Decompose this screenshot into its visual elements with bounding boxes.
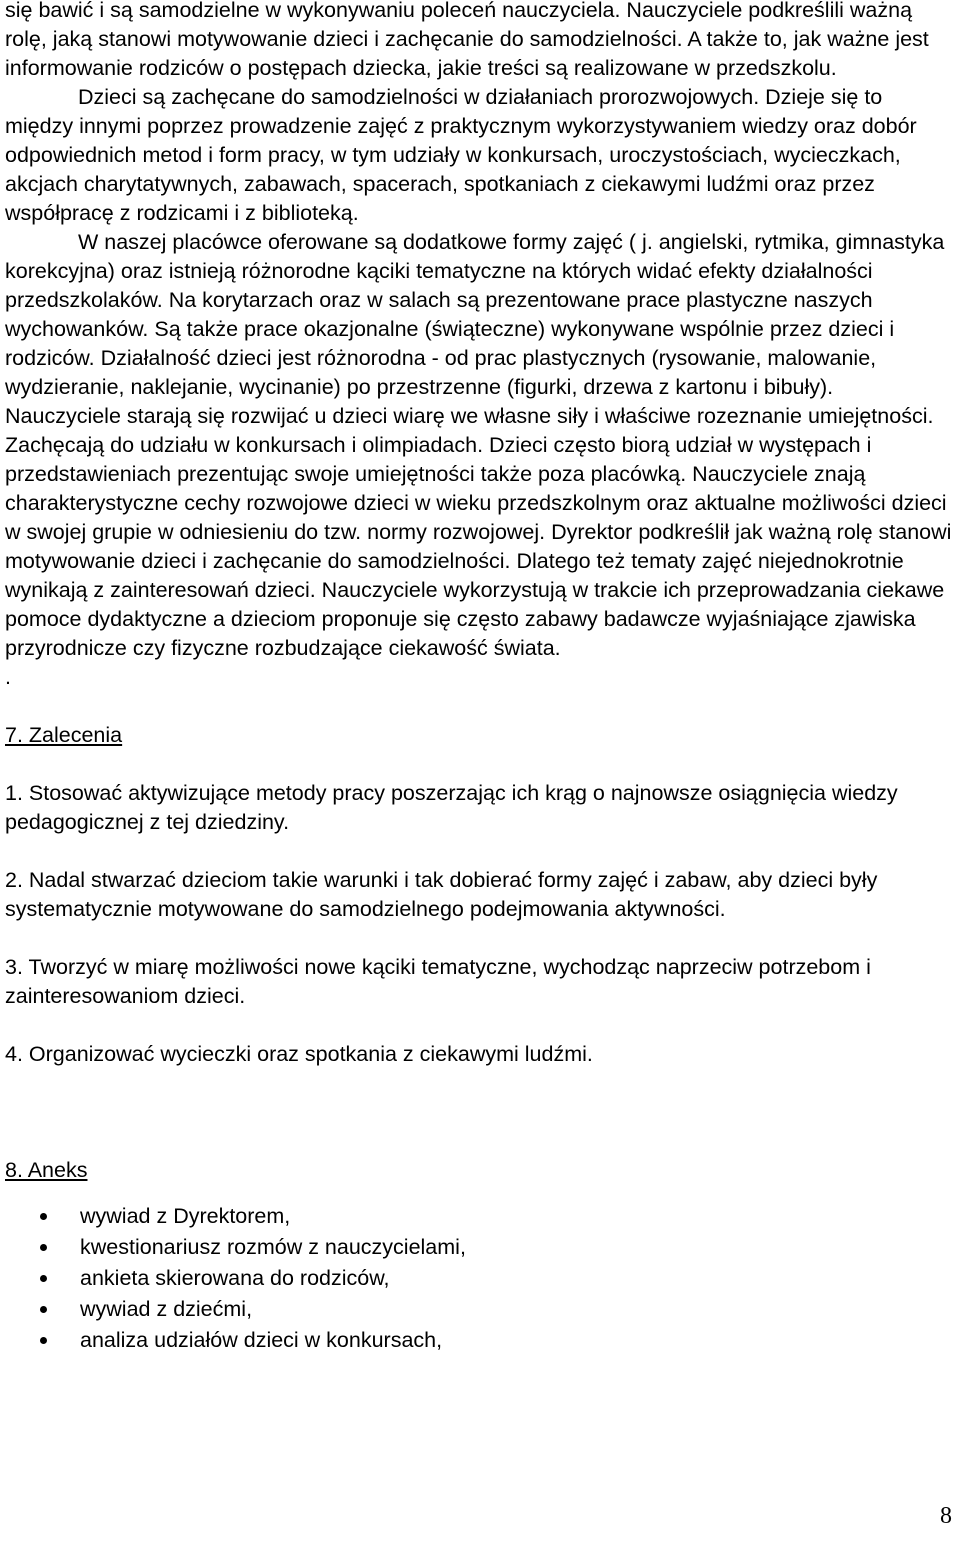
annex-item-text: wywiad z Dyrektorem,	[80, 1204, 291, 1228]
spacer	[5, 1127, 955, 1156]
spacer	[5, 1069, 955, 1098]
list-item	[5, 1201, 955, 1232]
spacer	[5, 837, 955, 866]
recommendation-2: 2. Nadal stwarzać dzieciom takie warunki i tak dobierać formy zajęć i zabaw, aby dzieci były systematycznie motywowane do samodzielnego podejmowania aktywności.	[5, 868, 878, 921]
spacer	[5, 924, 955, 953]
spacer	[5, 692, 955, 721]
bullet-icon	[40, 1337, 47, 1344]
paragraph-3: W naszej placówce oferowane są dodatkowe formy zajęć ( j. angielski, rytmika, gimnastyka korekcyjna) oraz istnieją różnorodne kąciki tematyczne na których widać efekty działalności przedszkolaków. Na korytarzach oraz w salach są prezentowane prace plastyczne naszych wychowanków. Są także prace okazjonalne (świąteczne) wykonywane wspólnie przez dzieci i rodziców. Działalność dzieci jest różnorodna - od prac plastycznych (rysowanie, malowanie, wydzieranie, naklejanie, wycinanie) po przestrzenne (figurki, drzewa z kartonu i bibuły). Nauczyciele starają się rozwijać u dzieci wiarę we własne siły i właściwe rozeznanie umiejętności. Zachęcają do udziału w konkursach i olimpiadach. Dzieci często biorą udział w występach i przedstawieniach prezentując swoje umiejętności także poza placówką. Nauczyciele znają charakterystyczne cechy rozwojowe dzieci w wieku przedszkolnym oraz aktualne możliwości dzieci w swojej grupie w odniesieniu do tzw. normy rozwojowej. Dyrektor podkreślił jak ważną rolę stanowi motywowanie dzieci i zachęcanie do samodzielności. Dlatego też tematy zajęć niejednokrotnie wynikają z zainteresowań dzieci. Nauczyciele wykorzystują w trakcie ich przeprowadzania ciekawe pomoce dydaktyczne a dzieciom proponuje się często zabawy badawcze wyjaśniające zjawiska przyrodnicze czy fizyczne rozbudzające ciekawość świata.	[5, 230, 952, 660]
list-item	[5, 1232, 955, 1263]
annex-item-text: analiza udziałów dzieci w konkursach,	[80, 1328, 443, 1352]
recommendation-3: 3. Tworzyć w miarę możliwości nowe kąciki tematyczne, wychodząc naprzeciw potrzebom i zainteresowaniom dzieci.	[5, 955, 871, 1008]
spacer	[5, 1185, 955, 1201]
annex-item-text: ankieta skierowana do rodziców,	[80, 1266, 390, 1290]
recommendation-1: 1. Stosować aktywizujące metody pracy poszerzając ich krąg o najnowsze osiągnięcia wiedzy pedagogicznej z tej dziedziny.	[5, 781, 898, 834]
section-7-heading: 7. Zalecenia	[5, 723, 123, 747]
annex-item-text: wywiad z dziećmi,	[80, 1297, 253, 1321]
list-item	[5, 1263, 955, 1294]
list-item	[5, 1294, 955, 1325]
bullet-icon	[40, 1275, 47, 1282]
page-number: 8	[940, 1503, 952, 1529]
bullet-icon	[40, 1244, 47, 1251]
spacer	[5, 1098, 955, 1127]
stray-dot: .	[5, 665, 11, 689]
annex-list	[5, 1201, 955, 1356]
recommendation-4: 4. Organizować wycieczki oraz spotkania z ciekawymi ludźmi.	[5, 1042, 593, 1066]
paragraph-1: się bawić i są samodzielne w wykonywaniu poleceń nauczyciela. Nauczyciele podkreślili ważną rolę, jaką stanowi motywowanie dzieci i zachęcanie do samodzielności. A także to, jak ważne jest informowanie rodziców o postępach dziecka, jakie treści są realizowane w przedszkolu.	[5, 0, 929, 80]
bullet-icon	[40, 1306, 47, 1313]
spacer	[5, 750, 955, 779]
document-page	[5, 0, 955, 1356]
section-8-heading: 8. Aneks	[5, 1158, 88, 1182]
bullet-icon	[40, 1213, 47, 1220]
list-item	[5, 1325, 955, 1356]
annex-item-text: kwestionariusz rozmów z nauczycielami,	[80, 1235, 466, 1259]
spacer	[5, 1011, 955, 1040]
paragraph-2: Dzieci są zachęcane do samodzielności w działaniach prorozwojowych. Dzieje się to między innymi poprzez prowadzenie zajęć z praktycznym wykorzystywaniem wiedzy oraz dobór odpowiednich metod i form pracy, w tym udziały w konkursach, uroczystościach, wycieczkach, akcjach charytatywnych, zabawach, spacerach, spotkaniach z ciekawymi ludźmi oraz przez współpracę z rodzicami i z biblioteką.	[5, 85, 917, 225]
